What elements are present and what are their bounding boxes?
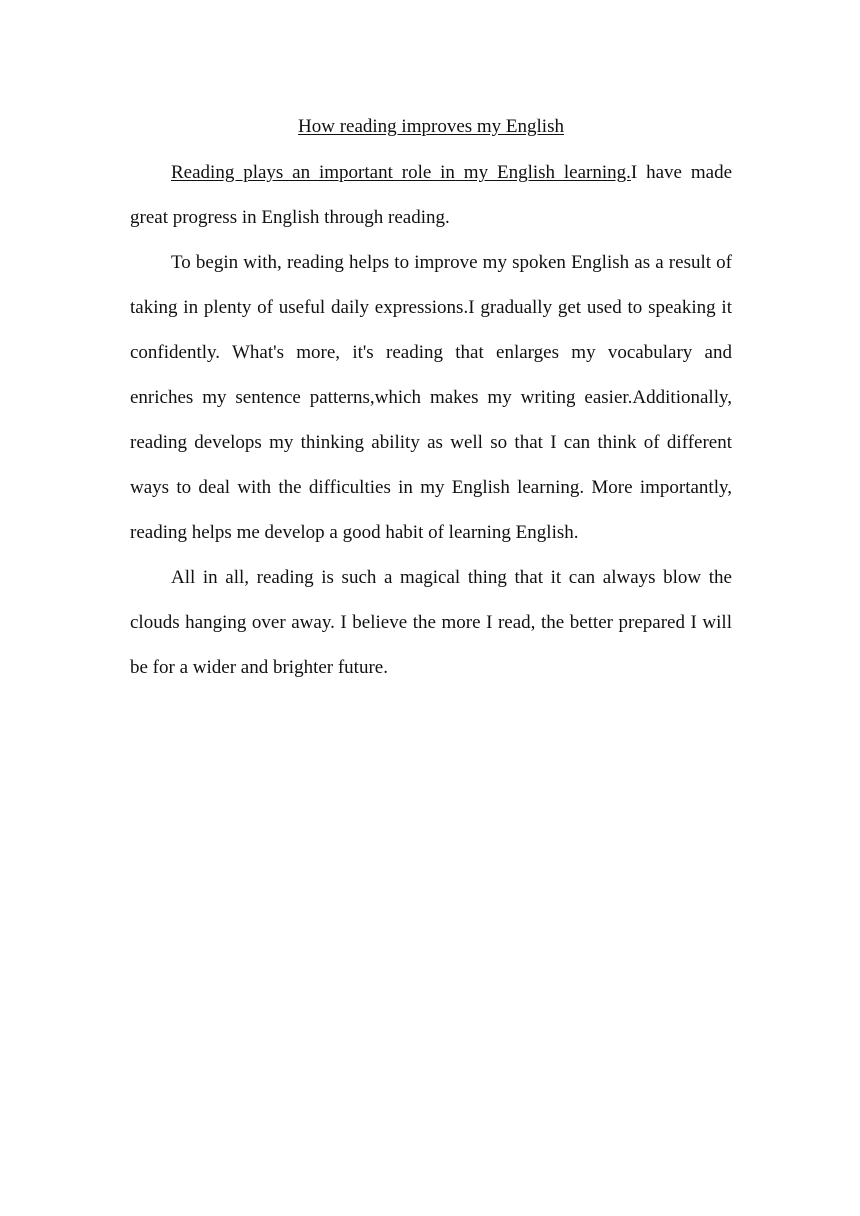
topic-sentence: Reading plays an important role in my English learning. <box>171 162 631 183</box>
paragraph-body: To begin with, reading helps to improve my spoken English as a result of taking in plenty of useful daily expressions.I gradually get used to speaking it confidently. What's more, it's reading that enlarges my vocabulary and enriches my sentence patterns,which makes my writing easier.Additionally, reading develops my thinking ability as well so that I can think of different ways to deal with the difficulties in my English learning. More importantly, reading helps me develop a good habit of learning English. <box>130 252 732 543</box>
document-page <box>130 113 732 690</box>
paragraph-conclusion: All in all, reading is such a magical thing that it can always blow the clouds hanging over away. I believe the more I read, the better prepared I will be for a wider and brighter future. <box>130 567 732 678</box>
intro-text: I have made great progress in English through reading. <box>130 162 732 228</box>
paragraph-intro <box>130 150 732 240</box>
essay-title: How reading improves my English <box>298 116 564 137</box>
